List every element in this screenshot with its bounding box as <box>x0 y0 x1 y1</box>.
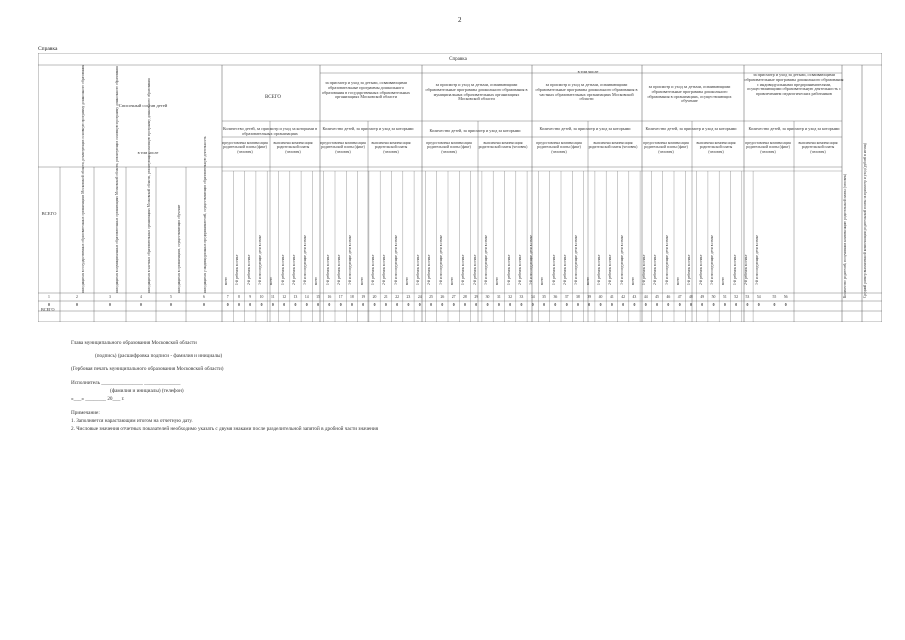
total-cell: 0 <box>283 303 286 307</box>
child-column-header: 3-й и последующие дети в семье <box>438 234 443 285</box>
total-cell: 0 <box>294 303 297 307</box>
child-column-header: 3-й и последующие дети в семье <box>529 234 534 285</box>
child-column-header: 3-й и последующие дети в семье <box>709 234 714 285</box>
child-column-header: 1-й ребенок в семье <box>280 254 285 285</box>
column-number: 43 <box>632 295 637 299</box>
total-cell: 0 <box>554 303 557 307</box>
total-cell: 0 <box>328 303 331 307</box>
total-cell: 0 <box>384 303 387 307</box>
column-number: 26 <box>440 295 445 299</box>
total-cell: 0 <box>317 303 319 307</box>
sub-b-entrepreneurs: выплачена компенсация родительской платы (человек) <box>798 141 838 154</box>
column-number: 53 <box>745 295 750 299</box>
column-number: 25 <box>429 295 433 299</box>
row-col-municipal: находящихся в муниципальных образовательных организациях Московской области, реализующих основную программу дошкольного образования <box>115 66 119 293</box>
sub-a-training: предоставлена компенсация родительской платы (факт) (человек) <box>643 141 689 154</box>
column-number: 2 <box>76 295 78 299</box>
child-column-header: 2-й ребенок в семье <box>698 254 703 285</box>
sub-b-training: выплачена компенсация родительской платы (человек) <box>696 141 736 154</box>
total-cell: 0 <box>396 303 399 307</box>
child-column-header: 3-й и последующие дети в семье <box>619 234 624 285</box>
total-cell: 0 <box>418 303 421 307</box>
total-cell: 0 <box>497 303 500 307</box>
side-col-average: Средний размер выплаченной компенсации родительской платы за присмотр и уход (рублей в месяц) <box>863 142 867 298</box>
child-column-header: 2-й ребенок в семье <box>653 254 658 285</box>
total-cell: 0 <box>520 303 523 307</box>
group-training: за присмотр и уход за детьми, осваивающими образовательные программы дошкольного образования в организациях, осуществляющих обучение <box>647 84 732 104</box>
group-entrepreneurs: за присмотр и уход за детьми, осваивающими образовательные программы дошкольного образования с индивидуальными предпринимателями, осуществляющими образовательную деятельность с привлечением педагогических работников <box>744 72 844 97</box>
column-number: 21 <box>383 295 388 299</box>
sub-a-municipal: предоставлена компенсация родительской платы (факт) (человек) <box>426 141 472 154</box>
column-number: 32 <box>508 295 513 299</box>
total-cell: 0 <box>622 303 625 307</box>
column-number: 6 <box>203 295 205 299</box>
column-number: 12 <box>282 295 287 299</box>
child-column-header: всего <box>404 276 409 285</box>
child-column-header: 1-й ребенок в семье <box>506 254 511 285</box>
column-number: 15 <box>316 295 320 299</box>
total-cell: 0 <box>701 303 704 307</box>
total-cell: 0 <box>407 303 410 307</box>
child-column-header: всего <box>585 276 590 285</box>
column-number: 16 <box>327 295 332 299</box>
child-column-header: 1-й ребенок в семье <box>416 254 421 285</box>
child-column-header: 3-й и последующие дети в семье <box>303 234 308 285</box>
stamp-label: (Гербовая печать муниципального образования Московской области) <box>71 366 224 372</box>
child-column-header: 1-й ребенок в семье <box>642 254 647 285</box>
sub-a-state: предоставлена компенсация родительской платы (факт) (человек) <box>320 141 366 154</box>
table-title: Справка <box>449 57 467 62</box>
count-header-private: Количество детей, за присмотр и уход за которыми <box>539 126 631 131</box>
column-number: 52 <box>734 295 739 299</box>
total-cell: 0 <box>463 303 466 307</box>
child-column-header: 3-й и последующие дети в семье <box>664 234 669 285</box>
group-municipal: за присмотр и уход за детьми, осваивающими образовательные программы дошкольного образования в муниципальных образовательных организациях Московской области <box>425 82 528 102</box>
total-cell: 0 <box>140 303 142 307</box>
total-cell: 0 <box>712 303 715 307</box>
total-cell: 0 <box>667 303 670 307</box>
total-cell: 0 <box>373 303 376 307</box>
column-number: 30 <box>485 295 490 299</box>
child-column-header: всего <box>450 276 454 285</box>
count-header-total: Количество детей, за присмотр и уход за которыми в образовательных организациях <box>222 126 318 136</box>
note-1: 1. Заполняется нарастающим итогом на отчетную дату. <box>71 418 193 424</box>
column-number: 10 <box>259 295 264 299</box>
child-column-header: 2-й ребенок в семье <box>608 254 613 285</box>
column-number: 23 <box>406 295 411 299</box>
total-cell: 0 <box>226 303 229 307</box>
column-number: 42 <box>621 295 626 299</box>
total-cell: 0 <box>48 303 50 307</box>
column-number: 45 <box>655 295 659 299</box>
column-number: 33 <box>519 295 524 299</box>
column-number: 29 <box>474 295 479 299</box>
sub-a-entrepreneurs: предоставлена компенсация родительской платы (факт) (человек) <box>745 141 791 154</box>
child-column-header: всего <box>269 276 274 285</box>
total-cell: 0 <box>350 303 353 307</box>
child-column-header: 2-й ребенок в семье <box>427 254 432 285</box>
total-cell: 0 <box>430 303 432 307</box>
sub-b-municipal: выплачена компенсация родительской платы (человек) <box>478 141 528 150</box>
child-column-header: 3-й и последующие дети в семье <box>348 234 353 285</box>
total-cell: 0 <box>565 303 568 307</box>
child-column-header: 2-й ребенок в семье <box>246 254 251 285</box>
total-cell: 0 <box>441 303 444 307</box>
column-number: 27 <box>451 295 456 299</box>
child-column-header: всего <box>676 276 680 285</box>
column-number: 56 <box>783 295 788 299</box>
column-number: 46 <box>666 295 671 299</box>
page-number: 2 <box>458 16 462 24</box>
side-col-parents: Количество родителей, получивших компенсацию родительской платы (человек) <box>843 173 847 298</box>
total-cell: 0 <box>735 303 738 307</box>
column-number: 28 <box>463 295 467 299</box>
row-col-state: находящихся в государственных образовательных организациях Московской области, реализующих основную программу дошкольного образования <box>81 64 85 293</box>
column-number: 39 <box>587 295 592 299</box>
row-col-entrepreneurs: находящихся у индивидуальных предпринимателей, осуществляющих образовательную деятельность <box>203 136 207 293</box>
total-cell: 0 <box>249 303 252 307</box>
sub-b-state: выплачена компенсация родительской платы (человек) <box>371 141 411 154</box>
child-column-header: 2-й ребенок в семье <box>337 254 341 285</box>
group-private: за присмотр и уход за детьми, осваивающими образовательные программы дошкольного образования в частных образовательных организациях Московской области <box>535 82 638 102</box>
head-signature-label: Глава муниципального образования Московской области <box>71 340 197 346</box>
count-header-training: Количество детей, за присмотр и уход за которыми <box>645 126 737 131</box>
child-column-header: 2-й ребенок в семье <box>563 254 567 285</box>
total-cell: 0 <box>543 303 545 307</box>
column-number: 36 <box>553 295 558 299</box>
row-label-header: Списочный состав детей <box>118 103 168 108</box>
total-cell: 0 <box>203 303 205 307</box>
column-number: 35 <box>542 295 546 299</box>
sub-b-total: выплачена компенсация родительской платы (человек) <box>273 141 313 154</box>
column-number: 11 <box>271 295 275 299</box>
column-number: 24 <box>417 295 422 299</box>
column-number: 34 <box>530 295 535 299</box>
column-number: 5 <box>170 295 172 299</box>
note-2: 2. Числовые значения отчетных показателей необходимо указать с двумя знаками после разделительной запятой в дробной части значения <box>71 426 379 432</box>
total-cell: 0 <box>757 303 760 307</box>
child-column-header: 3-й и последующие дети в семье <box>257 234 262 285</box>
child-column-header: 1-й ребенок в семье <box>732 254 737 285</box>
total-cell: 0 <box>237 303 240 307</box>
total-cell: 0 <box>773 303 776 307</box>
child-column-header: 3-й и последующие дети в семье <box>574 234 579 285</box>
total-cell: 0 <box>260 303 263 307</box>
column-number: 3 <box>109 295 111 299</box>
total-cell: 0 <box>362 303 365 307</box>
total-header: ВСЕГО <box>264 95 282 100</box>
document-title: Справка <box>38 46 58 52</box>
column-number: 48 <box>689 295 693 299</box>
signature-hint: (подпись) (расшифровка подписи - фамилия и инициалы) <box>95 353 223 359</box>
child-column-header: 3-й и последующие дети в семье <box>483 234 488 285</box>
column-number: 51 <box>722 295 727 299</box>
child-column-header: всего <box>721 276 726 285</box>
date-line: «___» ________ 20___ г. <box>71 396 125 402</box>
column-number: 13 <box>293 295 298 299</box>
column-number: 31 <box>496 295 501 299</box>
total-cell: 0 <box>644 303 647 307</box>
column-number: 19 <box>361 295 366 299</box>
total-cell: 0 <box>656 303 658 307</box>
child-column-header: 2-й ребенок в семье <box>743 254 748 285</box>
total-cell: 0 <box>531 303 534 307</box>
child-column-header: 1-й ребенок в семье <box>370 254 375 285</box>
sub-a-private: предоставлена компенсация родительской платы (факт) (человек) <box>536 141 582 154</box>
column-number: 40 <box>598 295 603 299</box>
total-cell: 0 <box>452 303 455 307</box>
child-column-header: 2-й ребенок в семье <box>517 254 522 285</box>
child-column-header: всего <box>495 276 500 285</box>
child-column-header: всего <box>630 276 635 285</box>
row-col-training: находящихся в организациях, осуществляющих обучение <box>177 204 181 293</box>
total-cell: 0 <box>746 303 749 307</box>
column-number: 49 <box>700 295 705 299</box>
child-column-header: всего <box>359 276 364 285</box>
notes-title: Примечание: <box>71 410 100 416</box>
total-cell: 0 <box>723 303 726 307</box>
column-number: 14 <box>304 295 309 299</box>
total-cell: 0 <box>689 303 692 307</box>
column-number: 20 <box>372 295 377 299</box>
child-column-header: 1-й ребенок в семье <box>687 254 692 285</box>
child-column-header: 2-й ребенок в семье <box>291 254 296 285</box>
child-column-header: 2-й ребенок в семье <box>382 254 387 285</box>
child-column-header: 3-й и последующие дети в семье <box>755 234 760 285</box>
count-header-entrepreneurs: Количество детей, за присмотр и уход за которыми <box>748 126 840 131</box>
column-number: 18 <box>350 295 354 299</box>
of-these-label: в том числе <box>577 69 599 74</box>
executor-hint: (фамилия и инициалы) (телефон) <box>110 388 184 394</box>
column-number: 44 <box>643 295 648 299</box>
child-column-header: 1-й ребенок в семье <box>596 254 601 285</box>
total-cell: 0 <box>486 303 489 307</box>
group-state: за присмотр и уход за детьми, осваивающими образовательные программы дошкольного образования в государственных образовательных организациях Московской области <box>321 80 411 100</box>
child-column-header: 1-й ребенок в семье <box>325 254 330 285</box>
child-column-header: 1-й ребенок в семье <box>461 254 466 285</box>
column-number: 17 <box>338 295 343 299</box>
column-number: 8 <box>237 295 240 299</box>
total-cell: 0 <box>509 303 512 307</box>
total-cell: 0 <box>678 303 681 307</box>
total-cell: 0 <box>305 303 308 307</box>
total-cell: 0 <box>76 303 78 307</box>
child-column-header: всего <box>224 276 228 285</box>
child-column-header: 3-й и последующие дети в семье <box>393 234 398 285</box>
total-cell: 0 <box>170 303 172 307</box>
total-cell: 0 <box>588 303 591 307</box>
total-cell: 0 <box>633 303 636 307</box>
child-column-header: 1-й ребенок в семье <box>235 254 240 285</box>
column-number: 1 <box>48 295 50 299</box>
column-number: 7 <box>226 295 229 299</box>
sub-a-total: предоставлена компенсация родительской платы (факт) (человек) <box>222 141 268 154</box>
child-column-header: 2-й ребенок в семье <box>472 254 477 285</box>
of-these-rows: в том числе <box>137 150 159 155</box>
total-cell: 0 <box>271 303 274 307</box>
count-header-municipal: Количество детей, за присмотр и уход за которыми <box>429 128 521 133</box>
total-cell: 0 <box>599 303 602 307</box>
report-table <box>38 53 882 322</box>
sub-b-private: выплачена компенсация родительской платы (человек) <box>588 141 638 150</box>
column-number: 37 <box>564 295 569 299</box>
total-cell: 0 <box>475 303 478 307</box>
column-number: 41 <box>609 295 614 299</box>
row-col-private: находящихся в частных образовательных организациях Московской области, реализующих основную программу дошкольного образования <box>147 78 151 293</box>
column-number: 55 <box>772 295 777 299</box>
child-column-header: 1-й ребенок в семье <box>551 254 556 285</box>
count-header-state: Количество детей, за присмотр и уход за которыми <box>322 126 414 131</box>
total-cell: 0 <box>576 303 579 307</box>
total-row-label-header: ВСЕГО <box>41 211 57 216</box>
total-cell: 0 <box>610 303 613 307</box>
child-column-header: всего <box>314 276 319 285</box>
column-number: 50 <box>711 295 716 299</box>
executor-line: Исполнитель ________________ ______________ <box>71 380 181 386</box>
column-number: 9 <box>249 295 252 299</box>
total-row-label: ВСЕГО <box>41 307 55 312</box>
total-cell: 0 <box>784 303 787 307</box>
column-number: 47 <box>677 295 682 299</box>
column-number: 22 <box>395 295 400 299</box>
total-cell: 0 <box>109 303 111 307</box>
column-number: 4 <box>140 295 142 299</box>
child-column-header: всего <box>540 276 545 285</box>
column-number: 54 <box>756 295 761 299</box>
total-cell: 0 <box>339 303 342 307</box>
column-number: 38 <box>576 295 580 299</box>
